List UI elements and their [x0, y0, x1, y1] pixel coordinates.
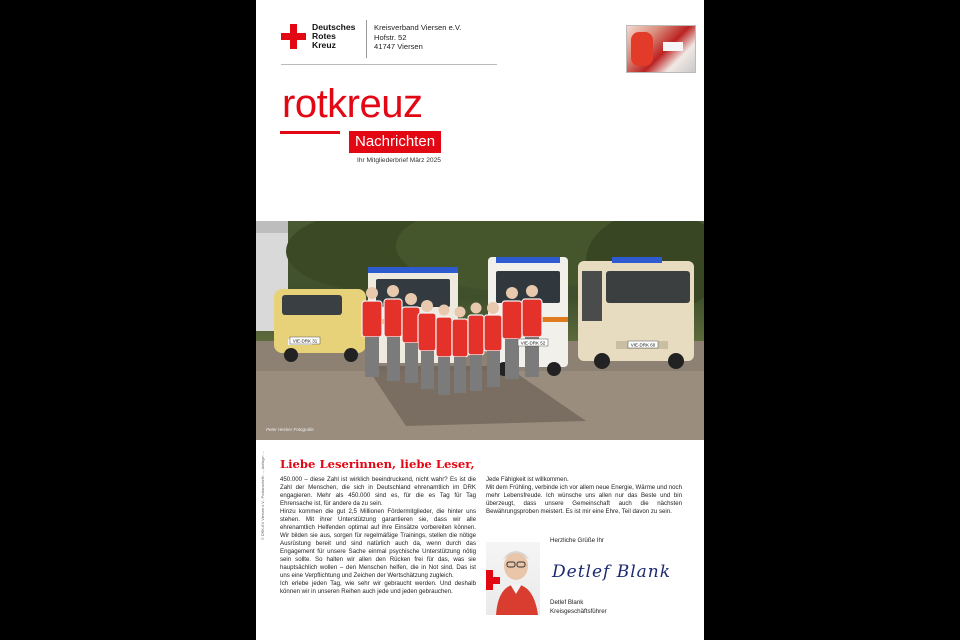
letter-paragraph: Ich erlebe jeden Tag, wie sehr wir gebraucht werden. Und deshalb können wir in unseren Reihen auch jede und jeden gebrauchen.	[280, 580, 476, 595]
license-plate-text: VIE-DRK 31	[292, 338, 318, 344]
signer-title: Kreisgeschäftsführer	[550, 607, 607, 615]
team-photo	[256, 221, 704, 440]
letter-closing: Herzliche Grüße Ihr	[550, 537, 604, 544]
letter-greeting: Liebe Leserinnen, liebe Leser,	[280, 457, 475, 471]
address-line: Hofstr. 52	[374, 32, 407, 42]
imprint-note: © DRK-KV Viersen e.V., Postanschrift: ..., Auflage: ...	[261, 451, 265, 540]
letter-column-right	[486, 476, 682, 516]
address-line: 41747 Viersen	[374, 42, 423, 52]
header-rule	[281, 64, 497, 65]
newsletter-page	[256, 0, 704, 640]
photo-credit: Peter Hecker Fotografie	[266, 427, 314, 432]
license-plate-text: VIE-DRK 60	[630, 342, 656, 348]
address-block	[374, 23, 461, 52]
license-plate-text: VIE-DRK 52	[520, 340, 546, 346]
letter-paragraph: Jede Fähigkeit ist willkommen.	[486, 476, 569, 483]
address-line: Kreisverband Viersen e.V.	[374, 23, 462, 32]
issue-label: Ihr Mitgliederbrief März 2025	[357, 157, 441, 164]
letter-paragraph: Hinzu kommen die gut 2,5 Millionen Fördermitglieder, die hinter uns stehen. Mit ihrer Unterstützung garantieren sie, dass wir alle ehrenamtlich Helfenden optimal auf ihre Einsätze vorbereiten können. Wir bilden sie aus, sorgen für regelmäßige Trainings, stellen die nötige Ausrüstung bereit und sind natürlich auch da, wenn durch das Engagement für unsere Sache einmal psychische Unterstützung nötig sein sollte. So halten wir allen den Rücken frei für das, was sie hauptsächlich wollen – den Menschen helfen, die in Not sind. Das ist uns eine Verpflichtung und Zeichen der Wertschätzung zugleich.	[280, 508, 476, 579]
masthead-title: rotkreuz	[282, 82, 423, 126]
org-name	[312, 23, 355, 51]
org-name-line: Rotes	[312, 31, 336, 42]
org-name-line: Kreuz	[312, 40, 336, 51]
cover-thumbnail-image	[626, 25, 696, 73]
team-photo-drawing	[256, 221, 704, 440]
author-portrait	[486, 542, 540, 615]
letter-column-left	[280, 476, 476, 596]
masthead-subtitle: Nachrichten	[349, 131, 441, 153]
header-divider	[366, 20, 367, 58]
signer-name: Detlef Blank	[550, 599, 584, 606]
masthead-accent-bar	[280, 131, 340, 134]
letter-paragraph: Mit dem Frühling, verbinde ich vor allem neue Energie, Wärme und noch mehr Lebensfreude. Ich wünsche uns allen nur das Beste und bin überzeugt, dass unsere Gemeinschaft auch die nächsten Bewährungsproben meistert. Es ist mir eine Ehre, Teil davon zu sein.	[486, 484, 682, 515]
signature: Detlef Blank	[552, 562, 672, 582]
letter-paragraph: 450.000 – diese Zahl ist wirklich beeindruckend, nicht wahr? Es ist die Zahl der Menschen, die sich in Deutschland ehrenamtlich im DRK engagieren. Mehr als 450.000 sind es, für die es Tag für Tag Ehrensache ist, für andere da zu sein.	[280, 476, 476, 507]
org-name-line: Deutsches	[312, 22, 356, 32]
signer-block	[550, 599, 607, 616]
